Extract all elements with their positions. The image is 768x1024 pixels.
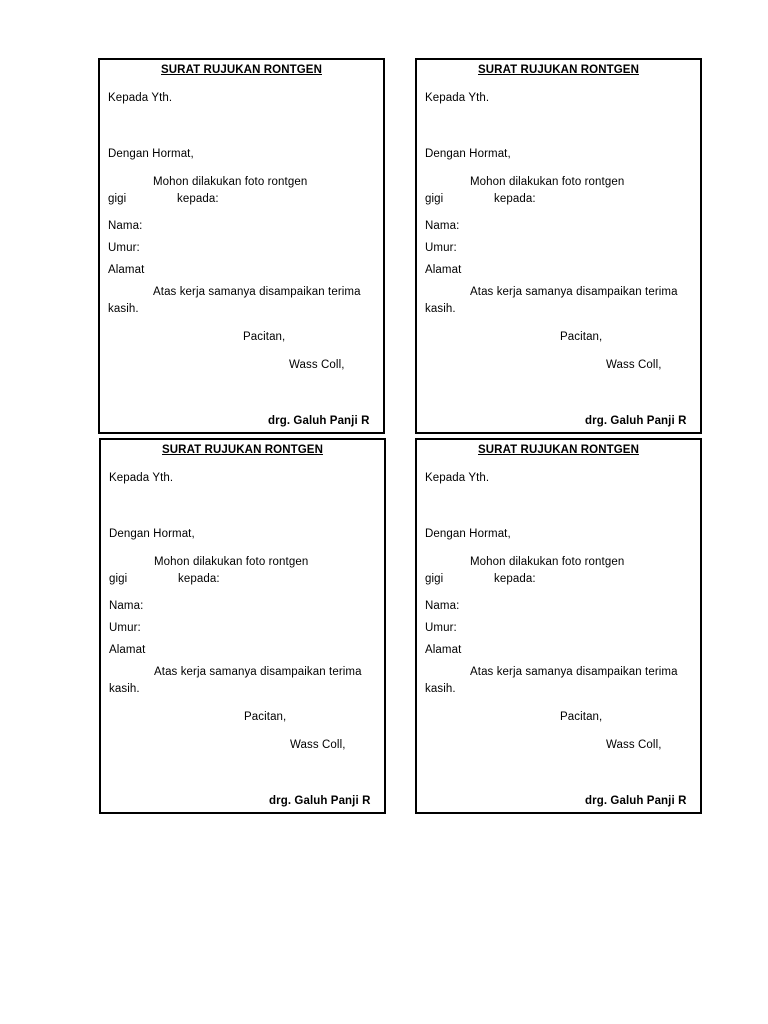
regards: Wass Coll,	[290, 739, 346, 751]
form-title: SURAT RUJUKAN RONTGEN	[478, 444, 639, 456]
closing-line-end: kasih.	[108, 303, 139, 315]
regards: Wass Coll,	[606, 359, 662, 371]
referral-form-card	[98, 58, 385, 434]
regards: Wass Coll,	[289, 359, 345, 371]
request-gigi: gigi	[425, 193, 444, 205]
closing-line-end: kasih.	[425, 303, 456, 315]
closing-line: Atas kerja samanya disampaikan terima	[470, 286, 678, 298]
place: Pacitan,	[244, 711, 287, 723]
request-gigi: gigi	[425, 573, 444, 585]
request-kepada: kepada:	[177, 193, 219, 205]
signer-name: drg. Galuh Panji R	[585, 415, 687, 427]
request-gigi: gigi	[108, 193, 127, 205]
place: Pacitan,	[560, 711, 603, 723]
request-kepada: kepada:	[178, 573, 220, 585]
field-age: Umur:	[108, 242, 140, 254]
form-title: SURAT RUJUKAN RONTGEN	[478, 64, 639, 76]
referral-form-card	[415, 438, 702, 814]
field-name: Nama:	[425, 600, 460, 612]
greeting: Dengan Hormat,	[108, 148, 194, 160]
field-name: Nama:	[109, 600, 144, 612]
referral-form-card	[99, 438, 386, 814]
regards: Wass Coll,	[606, 739, 662, 751]
closing-line: Atas kerja samanya disampaikan terima	[470, 666, 678, 678]
signer-name: drg. Galuh Panji R	[269, 795, 371, 807]
greeting: Dengan Hormat,	[425, 528, 511, 540]
recipient-label: Kepada Yth.	[425, 92, 490, 104]
greeting: Dengan Hormat,	[425, 148, 511, 160]
field-age: Umur:	[109, 622, 141, 634]
field-age: Umur:	[425, 242, 457, 254]
field-name: Nama:	[425, 220, 460, 232]
closing-line-end: kasih.	[109, 683, 140, 695]
request-gigi: gigi	[109, 573, 128, 585]
request-line: Mohon dilakukan foto rontgen	[154, 556, 309, 568]
field-address: Alamat	[109, 644, 146, 656]
signer-name: drg. Galuh Panji R	[268, 415, 370, 427]
recipient-label: Kepada Yth.	[425, 472, 490, 484]
request-line: Mohon dilakukan foto rontgen	[153, 176, 308, 188]
field-address: Alamat	[108, 264, 145, 276]
signer-name: drg. Galuh Panji R	[585, 795, 687, 807]
form-title: SURAT RUJUKAN RONTGEN	[161, 64, 322, 76]
field-name: Nama:	[108, 220, 143, 232]
field-address: Alamat	[425, 264, 462, 276]
referral-form-card	[415, 58, 702, 434]
request-line: Mohon dilakukan foto rontgen	[470, 556, 625, 568]
request-kepada: kepada:	[494, 573, 536, 585]
recipient-label: Kepada Yth.	[108, 92, 173, 104]
place: Pacitan,	[560, 331, 603, 343]
field-address: Alamat	[425, 644, 462, 656]
request-line: Mohon dilakukan foto rontgen	[470, 176, 625, 188]
request-kepada: kepada:	[494, 193, 536, 205]
closing-line: Atas kerja samanya disampaikan terima	[154, 666, 362, 678]
place: Pacitan,	[243, 331, 286, 343]
closing-line-end: kasih.	[425, 683, 456, 695]
recipient-label: Kepada Yth.	[109, 472, 174, 484]
greeting: Dengan Hormat,	[109, 528, 195, 540]
form-title: SURAT RUJUKAN RONTGEN	[162, 444, 323, 456]
field-age: Umur:	[425, 622, 457, 634]
closing-line: Atas kerja samanya disampaikan terima	[153, 286, 361, 298]
